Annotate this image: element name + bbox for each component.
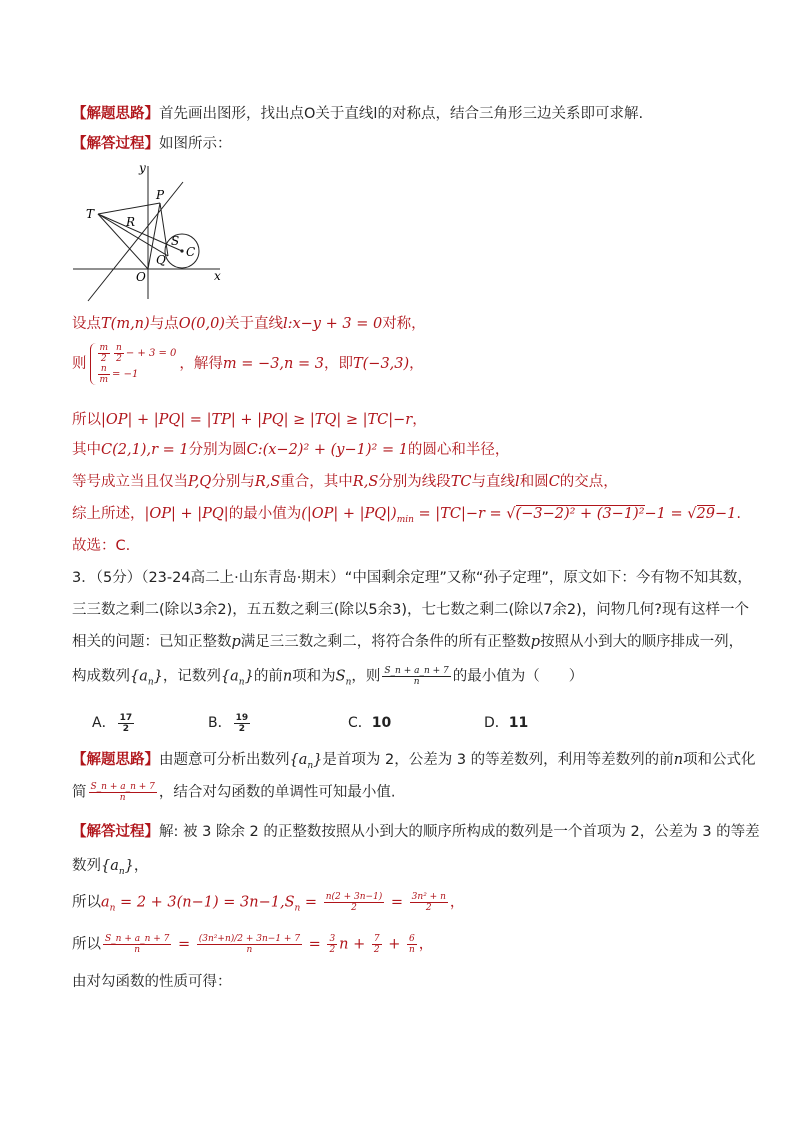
- solution-idea-line: [72, 104, 643, 124]
- section-label: 【解答过程】: [72, 136, 159, 152]
- answer-line: 故选：C.: [72, 538, 131, 554]
- solution-process-line: 【解答过程】解: 被 3 除余 2 的正整数按照从小到大的顺序所构成的数列是一个首项为 2，公差为 3 的等差: [72, 824, 760, 840]
- segment-pq: [160, 203, 168, 256]
- text-line: 由对勾函数的性质可得：: [72, 974, 232, 990]
- question-line: 3．（5分）（23-24高二上·山东青岛·期末）“中国剩余定理”又称“孙子定理”，原文如下：今有物不知其数，: [72, 570, 752, 586]
- text-line: 等号成立当且仅当P,Q分别与R,S重合，其中R,S分别为线段TC与直线l和圆C的交点，: [72, 474, 618, 490]
- text-line: 数列$\{a_n\}$，: [72, 858, 149, 877]
- text-line: 所以 $\frac{S\_n + a\_n + 7}{n}$ = $\frac{\text{(3n²+n)/2 + 3n−1 + 7}}{n}$ = $\frac{3}{2}$ n + $\frac{7}{2}$ + $\frac{6}{n}$ ，: [72, 934, 434, 955]
- label-y: y: [139, 161, 146, 175]
- segment-tc: [98, 214, 182, 251]
- solution-idea-text: 首先画出图形，找出点O关于直线l的对称点，结合三角形三边关系即可求解.: [159, 106, 644, 122]
- label-t: T: [86, 207, 95, 221]
- segment-tp: [98, 203, 160, 214]
- fraction: $\frac{S\_n + a\_n + 7}{n}$: [384, 666, 449, 687]
- text-line: 设点T(m,n)与点O(0,0)关于直线l:x−y + 3 = 0对称，: [72, 316, 426, 332]
- solution-idea-line: 【解题思路】由题意可分析出数列$\{a_n\}$是首项为 2，公差为 3 的等差数列，利用等差数列的前n项和公式化: [72, 752, 756, 771]
- label-r: R: [126, 215, 136, 229]
- label-x: x: [214, 269, 221, 283]
- question-line: 三三数之剩二(除以3余2)，五五数之剩三(除以5余3)，七七数之剩二(除以7余2)，问物几何?现有这样一个: [72, 602, 749, 618]
- text-line: 综上所述，|OP| + |PQ|的最小值为$(|OP| + |PQ|)_{min} = |TC|-r = √(-3-2)^2 + (3-1)^2-1 = √29-1$.: [72, 506, 741, 525]
- option-d[interactable]: D．11: [484, 715, 529, 731]
- section-label: 【解题思路】: [72, 106, 159, 122]
- option-b[interactable]: B． $\frac{19}{2}$: [208, 712, 249, 734]
- sqrt-expression: √(−3−2)² + (3−1)²: [506, 506, 645, 522]
- point-c: [180, 249, 183, 252]
- option-a[interactable]: A． $\frac{17}{2}$: [92, 712, 133, 734]
- option-c[interactable]: C．10: [348, 715, 392, 731]
- text-line: 其中C(2,1),r = 1分别为圆C:(x−2)² + (y−1)² = 1的圆心和半径，: [72, 442, 510, 458]
- geometry-figure: [70, 158, 230, 303]
- question-line: 相关的问题：已知正整数p满足三三数之剩二，将符合条件的所有正整数p按照从小到大的顺序排成一列，: [72, 634, 744, 650]
- label-q: Q: [156, 253, 166, 267]
- label-c: C: [186, 245, 196, 259]
- text-line: 所以$a_n = 2 + 3(n-1) = 3n-1,S_n$ = $\frac{n(2 + 3n-1)}{2}$ = $\frac{\text{3n² + n}}{2}$ ，: [72, 892, 465, 914]
- text-line: 所以|OP| + |PQ| = |TP| + |PQ| ≥ |TQ| ≥ |TC|−r，: [72, 412, 427, 428]
- system-line: 则 $\frac{m}{2}$ $\frac{n}{2}$ − + 3 = 0 $\frac{n}{m}$ = −1 ，解得m = −3,n = 3，即T(−3,3)，: [72, 343, 424, 385]
- segment-to: [98, 214, 148, 269]
- question-line: 构成数列$\{a_n\}$，记数列$\{a_n\}$的前n项和为$S_n$，则 $\frac{S\_n + a\_n + 7}{n}$ 的最小值为（ ）: [72, 666, 584, 688]
- solution-process-line: [72, 134, 232, 154]
- label-s: S: [171, 234, 180, 248]
- label-p: P: [156, 188, 165, 202]
- text-line: 简 $\frac{S\_n + a\_n + 7}{n}$ ，结合对勾函数的单调性可知最小值.: [72, 782, 396, 803]
- label-o: O: [136, 270, 146, 284]
- solution-process-text: 如图所示：: [159, 136, 232, 152]
- equation-system: $\frac{m}{2}$ $\frac{n}{2}$ − + 3 = 0 $\frac{n}{m}$ = −1: [90, 343, 177, 385]
